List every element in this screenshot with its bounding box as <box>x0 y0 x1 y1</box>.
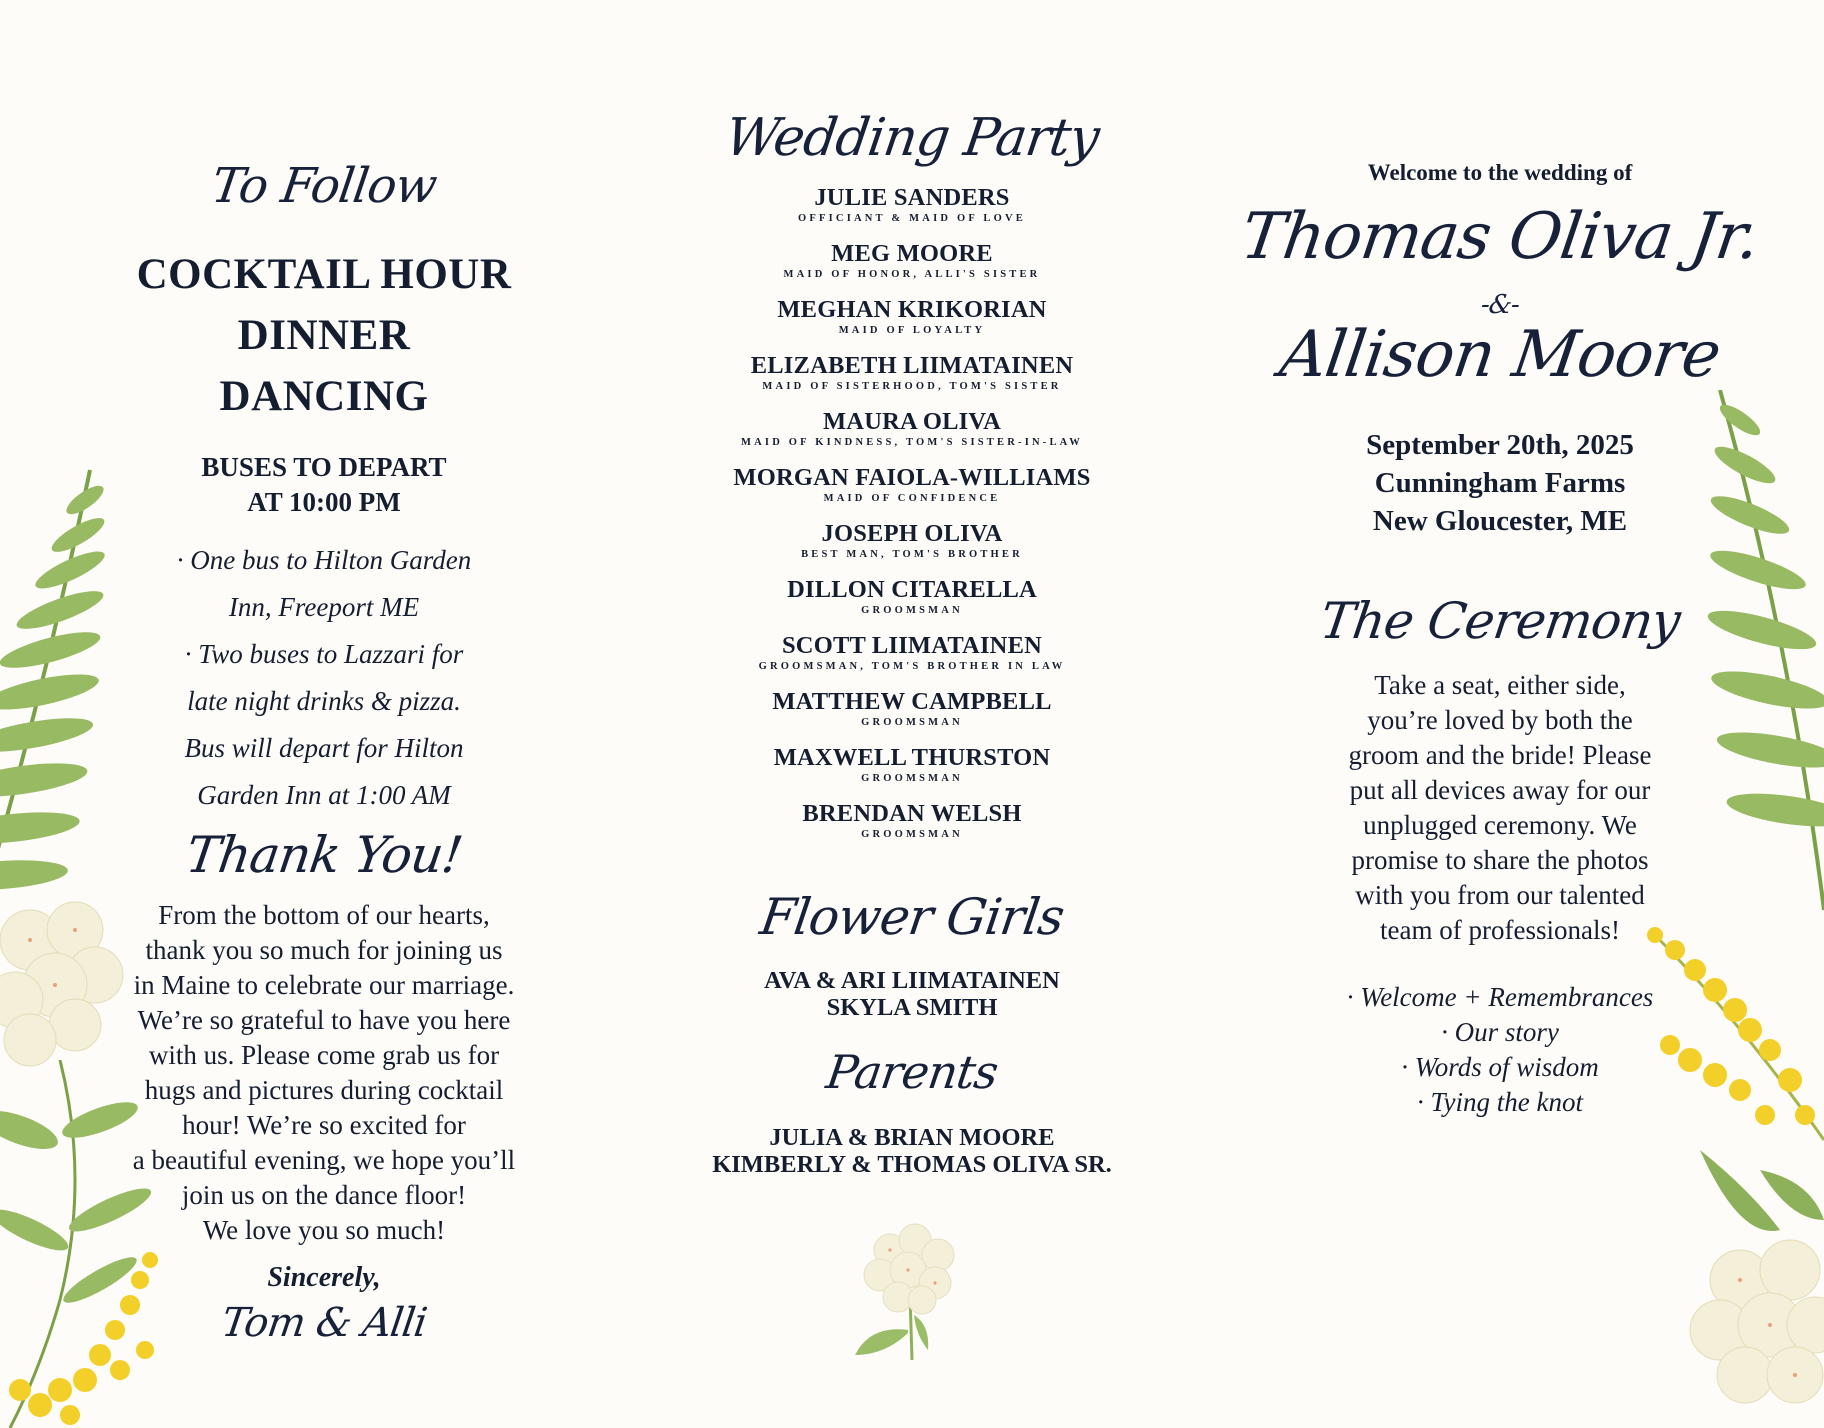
right-panel-cover <box>1176 0 1824 1428</box>
member-role: GROOMSMAN <box>861 773 963 784</box>
events-list <box>0 244 648 427</box>
message-line: with us. Please come grab us for <box>148 1040 500 1070</box>
buses-heading <box>0 450 648 520</box>
member-name: BRENDAN WELSH <box>802 800 1022 827</box>
closing: Sincerely, <box>267 1262 381 1293</box>
bus-note-line: Inn, Freeport ME <box>228 592 420 622</box>
bus-note-line: Garden Inn at 1:00 AM <box>197 780 451 810</box>
member-name: MATTHEW CAMPBELL <box>772 688 1052 715</box>
party-member <box>648 296 1176 352</box>
parents-heading: Parents <box>823 1045 1001 1099</box>
message-line: join us on the dance floor! <box>181 1180 467 1210</box>
wedding-party-list <box>648 184 1176 856</box>
party-member <box>648 632 1176 688</box>
message-line: From the bottom of our hearts, <box>158 900 490 930</box>
member-role: MAID OF CONFIDENCE <box>823 493 1001 504</box>
member-name: DILLON CITARELLA <box>787 576 1037 603</box>
parents-name: KIMBERLY & THOMAS OLIVA SR. <box>712 1151 1112 1178</box>
bus-notes <box>0 543 648 825</box>
ceremony-message <box>1176 668 1824 948</box>
event-item: COCKTAIL HOUR <box>136 251 512 298</box>
thank-you-heading: Thank You! <box>182 826 466 884</box>
member-role: OFFICIANT & MAID OF LOVE <box>798 213 1026 224</box>
ceremony-heading: The Ceremony <box>1316 592 1684 650</box>
member-name: MAXWELL THURSTON <box>773 744 1051 771</box>
message-line: hour! We’re so excited for <box>182 1110 466 1140</box>
message-line: Take a seat, either side, <box>1374 670 1626 700</box>
party-member <box>648 352 1176 408</box>
to-follow-heading: To Follow <box>208 158 440 214</box>
member-role: MAID OF HONOR, ALLI'S SISTER <box>783 269 1041 280</box>
parents-list <box>648 1124 1176 1178</box>
event-item: DANCING <box>219 373 429 420</box>
member-role: GROOMSMAN <box>861 829 963 840</box>
member-name: MEGHAN KRIKORIAN <box>777 296 1047 323</box>
thank-you-message <box>0 898 648 1248</box>
message-line: promise to share the photos <box>1351 845 1649 875</box>
event-date: September 20th, 2025 <box>1366 429 1634 461</box>
buses-heading-line: BUSES TO DEPART <box>201 452 447 482</box>
bride-name: Allison Moore <box>1275 318 1725 392</box>
message-line: with you from our talented <box>1355 880 1645 910</box>
event-details <box>1176 426 1824 540</box>
member-name: SCOTT LIIMATAINEN <box>781 632 1043 659</box>
buses-heading-line: AT 10:00 PM <box>247 487 401 517</box>
party-member <box>648 744 1176 800</box>
ceremony-item: · Welcome + Remembrances <box>1346 982 1654 1012</box>
message-line: thank you so much for joining us <box>145 935 503 965</box>
member-role: MAID OF LOYALTY <box>838 325 986 336</box>
message-line: put all devices away for our <box>1349 775 1651 805</box>
middle-panel-wedding-party <box>648 0 1176 1428</box>
party-member <box>648 184 1176 240</box>
flower-girl-name: AVA & ARI LIIMATAINEN <box>764 967 1060 994</box>
wedding-party-heading: Wedding Party <box>721 108 1103 168</box>
ceremony-item: · Our story <box>1441 1017 1559 1047</box>
bus-note-line: · Two buses to Lazzari for <box>184 639 464 669</box>
member-name: MAURA OLIVA <box>822 408 1002 435</box>
member-role: MAID OF KINDNESS, TOM'S SISTER-IN-LAW <box>741 437 1083 448</box>
event-location: New Gloucester, ME <box>1372 505 1628 537</box>
message-line: you’re loved by both the <box>1367 705 1633 735</box>
signature: Tom & Alli <box>218 1300 430 1346</box>
member-role: GROOMSMAN <box>861 605 963 616</box>
order-of-ceremony <box>1176 980 1824 1120</box>
message-line: a beautiful evening, we hope you’ll <box>132 1145 516 1175</box>
parents-name: JULIA & BRIAN MOORE <box>769 1124 1055 1151</box>
flower-girls-list <box>648 967 1176 1021</box>
member-name: MORGAN FAIOLA-WILLIAMS <box>733 464 1091 491</box>
message-line: We love you so much! <box>202 1215 446 1245</box>
ampersand-ornament: -&- <box>1479 290 1521 320</box>
event-venue: Cunningham Farms <box>1374 467 1626 499</box>
party-member <box>648 800 1176 856</box>
party-member <box>648 408 1176 464</box>
groom-name: Thomas Oliva Jr. <box>1236 200 1764 274</box>
member-role: GROOMSMAN, TOM'S BROTHER IN LAW <box>758 661 1066 672</box>
member-role: BEST MAN, TOM'S BROTHER <box>801 549 1023 560</box>
bus-note <box>0 543 648 625</box>
party-member <box>648 688 1176 744</box>
party-member <box>648 576 1176 632</box>
ceremony-item: · Words of wisdom <box>1401 1052 1599 1082</box>
flower-girls-heading: Flower Girls <box>756 888 1068 946</box>
member-role: GROOMSMAN <box>861 717 963 728</box>
party-member <box>648 520 1176 576</box>
ceremony-item: · Tying the knot <box>1417 1087 1583 1117</box>
message-line: groom and the bride! Please <box>1348 740 1652 770</box>
bus-note-line: Bus will depart for Hilton <box>184 733 464 763</box>
member-name: JOSEPH OLIVA <box>821 520 1003 547</box>
message-line: unplugged ceremony. We <box>1363 810 1637 840</box>
bus-note-line: late night drinks & pizza. <box>187 686 461 716</box>
member-name: ELIZABETH LIIMATAINEN <box>750 352 1074 379</box>
member-role: MAID OF SISTERHOOD, TOM'S SISTER <box>762 381 1062 392</box>
message-line: hugs and pictures during cocktail <box>144 1075 504 1105</box>
message-line: in Maine to celebrate our marriage. <box>133 970 515 1000</box>
message-line: We’re so grateful to have you here <box>137 1005 511 1035</box>
bus-note-line: · One bus to Hilton Garden <box>176 545 472 575</box>
welcome-line: Welcome to the wedding of <box>1367 160 1633 185</box>
member-name: JULIE SANDERS <box>814 184 1010 211</box>
member-name: MEG MOORE <box>831 240 993 267</box>
party-member <box>648 240 1176 296</box>
left-panel-reception <box>0 0 648 1428</box>
message-line: team of professionals! <box>1380 915 1620 945</box>
bus-note <box>0 637 648 813</box>
party-member <box>648 464 1176 520</box>
event-item: DINNER <box>237 312 411 359</box>
flower-girl-name: SKYLA SMITH <box>826 994 998 1021</box>
